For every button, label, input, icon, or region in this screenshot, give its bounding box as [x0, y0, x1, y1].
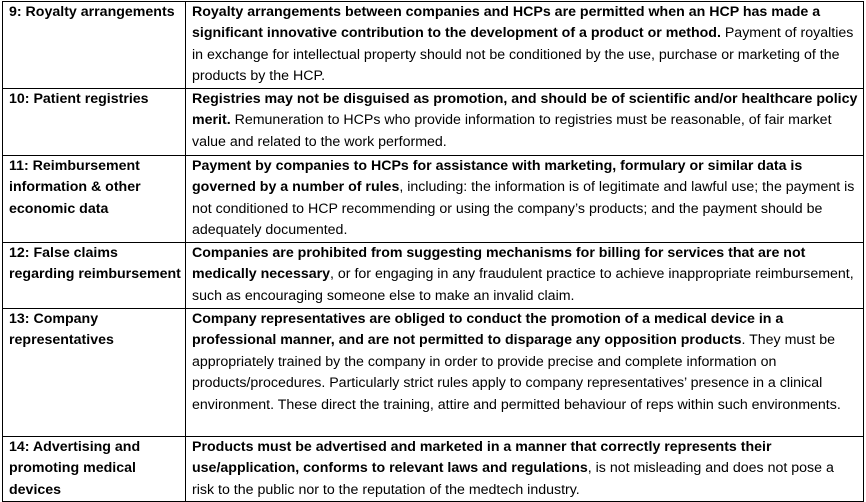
row-description [186, 243, 864, 309]
row-topic: 11: Reimbursement information & other economic data [3, 156, 186, 243]
table-row [3, 89, 864, 156]
row-description [186, 156, 864, 243]
row-detail: , including: the information is of legitimate and lawful use; the payment is not conditioned to HCP recommending or using the company’s products; and the payment should be adequately documented. [192, 179, 855, 239]
row-topic: 13: Company representatives [3, 309, 186, 437]
row-topic: 14: Advertising and promoting medical devices [3, 437, 186, 502]
row-topic: 9: Royalty arrangements [3, 2, 186, 89]
row-highlight: Companies are prohibited from suggesting mechanisms for billing for services that are not medically necessary [192, 245, 806, 283]
row-detail: , or for engaging in any fraudulent practice to achieve inappropriate reimbursement, such as encouraging someone else to make an invalid claim. [192, 266, 854, 304]
row-description [186, 2, 864, 89]
table-row [3, 243, 864, 309]
row-detail: Remuneration to HCPs who provide information to registries must be reasonable, of fair market value and related to the work performed. [192, 112, 832, 150]
compliance-table [2, 1, 864, 502]
row-detail: . They must be appropriately trained by the company in order to provide precise and complete information on products/procedures. Particularly strict rules apply to company representatives’ presence in a clinical environment. These direct the training, attire and permitted behaviour of reps within such environments. [192, 332, 841, 413]
table-row [3, 309, 864, 437]
row-highlight: Payment by companies to HCPs for assistance with marketing, formulary or similar data is governed by a number of rules [192, 158, 803, 196]
row-description [186, 437, 864, 502]
table-row [3, 2, 864, 89]
row-highlight: Registries may not be disguised as promotion, and should be of scientific and/or healthcare policy merit. [192, 91, 858, 129]
row-highlight: Company representatives are obliged to conduct the promotion of a medical device in a professional manner, and are not permitted to disparage any opposition products [192, 311, 784, 349]
row-detail: , is not misleading and does not pose a risk to the public nor to the reputation of the medtech industry. [192, 460, 834, 498]
row-detail: Payment of royalties in exchange for intellectual property should not be conditioned by the use, purchase or marketing of the products by the HCP. [192, 25, 854, 85]
row-highlight: Products must be advertised and marketed in a manner that correctly represents their use/application, conforms to relevant laws and regulations [192, 439, 772, 477]
row-description [186, 309, 864, 437]
table-row [3, 156, 864, 243]
row-description [186, 89, 864, 156]
row-highlight: Royalty arrangements between companies and HCPs are permitted when an HCP has made a significant innovative contribution to the development of a product or method. [192, 4, 821, 42]
table-row [3, 437, 864, 502]
row-topic: 10: Patient registries [3, 89, 186, 156]
row-topic: 12: False claims regarding reimbursement [3, 243, 186, 309]
